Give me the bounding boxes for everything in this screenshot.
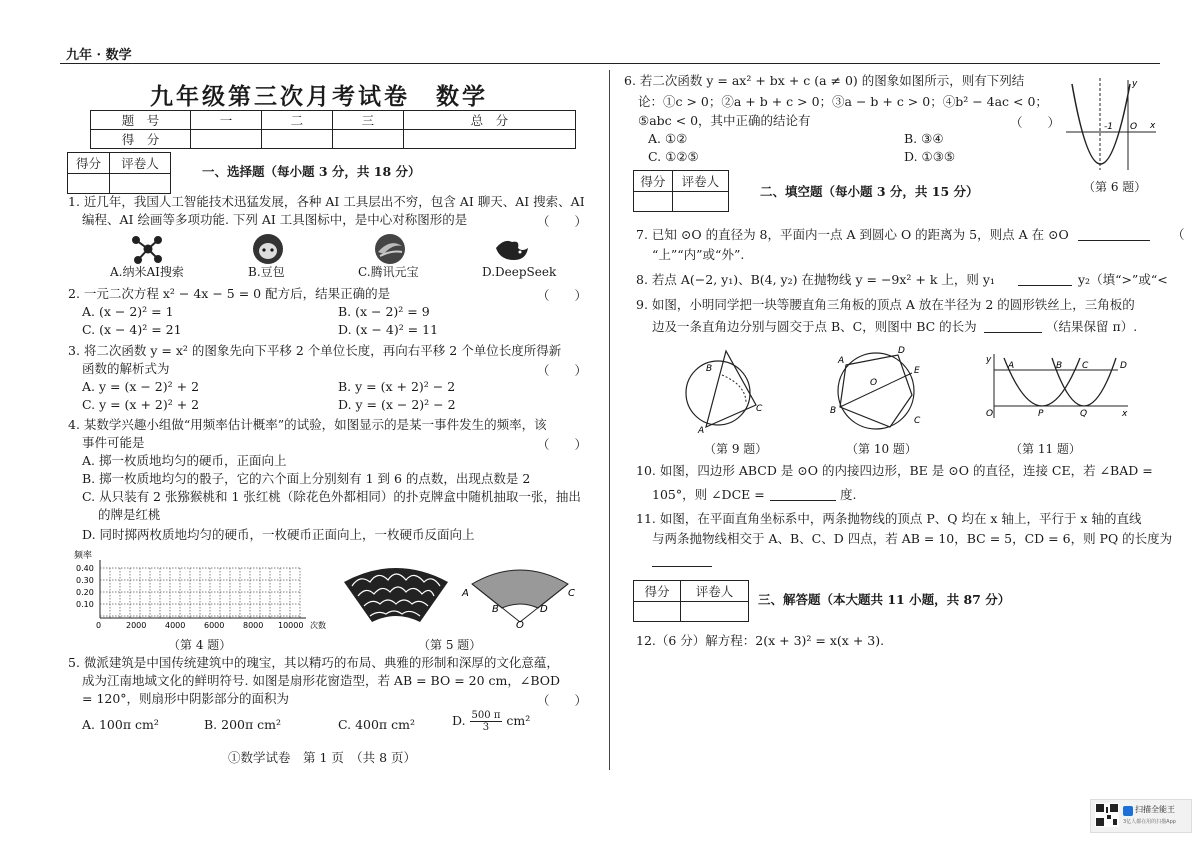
q3-line1: 3. 将二次函数 y = x² 的图象先向下平移 2 个单位长度，再向右平移 2 个单位长度所得新 xyxy=(68,343,562,358)
q5-option-d-denominator: 3 xyxy=(482,722,490,733)
q10-answer-blank[interactable] xyxy=(770,500,836,501)
q10-tail: 度. xyxy=(840,487,857,502)
score-table-value-row xyxy=(91,130,576,149)
fig10-label: C xyxy=(914,416,921,426)
q11-line1: 11. 如图，在平面直角坐标系中，两条抛物线的顶点 P、Q 均在 x 轴上，平行于 x 轴的直线 xyxy=(636,511,1142,526)
fig11-caption: （第 11 题） xyxy=(1010,442,1081,456)
q4-line2: 事件可能是 xyxy=(82,435,145,450)
grader-score-label: 得分 xyxy=(634,581,681,602)
q8-answer-blank[interactable] xyxy=(1018,285,1072,286)
q5-line2: 成为江南地域文化的鲜明符号. 如图是扇形花窗造型，若 AB = BO = 20 cm，∠BOD xyxy=(82,673,561,688)
fig11-parabola-p xyxy=(1004,358,1080,406)
fig6-label: -1 xyxy=(1104,122,1113,132)
q5-option-d-numerator: 500 π xyxy=(471,710,501,721)
q1-line2: 编程、AI 绘画等多项功能. 下列 AI 工具图标中，是中心对称图形的是 xyxy=(82,212,468,227)
q2-option-d: D. (x − 4)² = 11 xyxy=(338,322,439,337)
q3-option-d: D. y = (x − 2)² − 2 xyxy=(338,397,456,412)
column-divider xyxy=(609,70,610,770)
fig5-label: A xyxy=(462,588,469,599)
fig11-label: y xyxy=(986,355,992,365)
q4-option-c-line1: C. 从只装有 2 张猕猴桃和 1 张红桃（除花色外都相同）的扑克牌盒中随机抽取一张，抽出 xyxy=(82,489,581,504)
q1-option-a: A.纳米AI搜索 xyxy=(110,265,184,279)
q2-stem: 2. 一元二次方程 x² − 4x − 5 = 0 配方后，结果正确的是 xyxy=(68,286,391,301)
q5-answer-paren: （ ） xyxy=(537,693,588,708)
fig10-label: E xyxy=(914,366,920,376)
fig4-xlabel: 次数 xyxy=(310,621,326,630)
q5-option-b: B. 200π cm² xyxy=(204,717,282,732)
fig9-circle xyxy=(686,361,750,425)
nano-ai-icon xyxy=(128,234,164,264)
fig5-label: O xyxy=(516,620,524,630)
q5-option-a: A. 100π cm² xyxy=(82,717,159,732)
q1-line1: 1. 近几年，我国人工智能技术迅猛发展，各种 AI 工具层出不穷，包含 AI 聊天、AI 搜索、AI xyxy=(68,194,585,209)
section2-title: 二、填空题（每小题 3 分，共 15 分） xyxy=(760,184,979,199)
q4-option-d: D. 同时掷两枚质地均匀的硬币，一枚硬币正面向上，一枚硬币反面向上 xyxy=(82,527,475,542)
fig9-label: A xyxy=(698,426,705,435)
q1-option-c: C.腾讯元宝 xyxy=(358,265,419,279)
fig11-label: A xyxy=(1008,361,1015,371)
score-cell: 一 xyxy=(191,111,262,130)
fig10-label: O xyxy=(870,378,878,388)
q6-answer-paren: （ ） xyxy=(1010,115,1061,130)
fig5-label: C xyxy=(568,588,575,599)
grader-label: 评卷人 xyxy=(681,581,749,602)
score-cell xyxy=(332,130,403,149)
score-cell xyxy=(191,130,262,149)
grader-score-label: 得分 xyxy=(634,171,673,192)
q10-line2: 105°，则 ∠DCE = xyxy=(652,487,765,502)
fig4-ytick: 0.40 xyxy=(76,564,94,573)
score-cell: 得 分 xyxy=(91,130,191,149)
fig6-label: x xyxy=(1150,121,1156,131)
yuanbao-icon xyxy=(372,232,408,266)
scanner-watermark xyxy=(1090,799,1192,833)
fig9-triangle xyxy=(706,351,756,427)
q6-line2: 论：①c > 0；②a + b + c > 0；③a − b + c > 0；④b² − 4ac < 0； xyxy=(638,94,1048,109)
grader-box xyxy=(633,170,729,212)
doubao-icon xyxy=(250,232,286,266)
section3-title: 三、解答题（本大题共 11 小题，共 87 分） xyxy=(758,592,1011,607)
score-cell xyxy=(403,130,575,149)
q3-option-a: A. y = (x − 2)² + 2 xyxy=(82,379,200,394)
fig6-label: y xyxy=(1132,79,1138,89)
q1-answer-paren: （ ） xyxy=(537,214,588,229)
fig11-label: P xyxy=(1038,409,1044,419)
q6-line1: 6. 若二次函数 y = ax² + bx + c (a ≠ 0) 的图象如图所示，则有下列结 xyxy=(624,73,1025,88)
q6-option-c: C. ①②⑤ xyxy=(648,149,699,164)
watermark-subtext: 3亿人都在用的扫描App xyxy=(1123,819,1176,825)
fig6-label: O xyxy=(1130,122,1138,132)
q9-answer-blank[interactable] xyxy=(984,332,1042,333)
fig10-label: B xyxy=(830,406,837,416)
q12-text: 12.（6 分）解方程：2(x + 3)² = x(x + 3). xyxy=(636,633,885,648)
q4-option-b: B. 掷一枚质地均匀的骰子，它的六个面上分别刻有 1 到 6 的点数，出现点数是 2 xyxy=(82,471,531,486)
q6-option-d: D. ①③⑤ xyxy=(904,149,956,164)
fig10-inscribed-quad xyxy=(826,345,926,435)
header-rule xyxy=(60,63,1160,64)
q5-line1: 5. 微派建筑是中国传统建筑中的瑰宝，其以精巧的布局、典雅的形制和深厚的文化意蕴， xyxy=(68,655,559,670)
fig11-label: D xyxy=(1120,361,1127,371)
fig4-frequency-chart xyxy=(68,546,343,632)
q5-option-d-unit: cm² xyxy=(506,713,531,728)
score-table-header-row xyxy=(91,111,576,130)
grader-label: 评卷人 xyxy=(672,171,728,192)
score-cell: 二 xyxy=(261,111,332,130)
fig5-shaded-region xyxy=(472,570,568,608)
q9-line1: 9. 如图，小明同学把一块等腰直角三角板的顶点 A 放在半径为 2 的圆形铁丝上，三角板的 xyxy=(636,297,1135,312)
fig4-xtick: 4000 xyxy=(165,621,186,630)
fig4-xtick: 10000 xyxy=(278,621,304,630)
q10-line1: 10. 如图，四边形 ABCD 是 ⊙O 的内接四边形，BE 是 ⊙O 的直径，连接 CE，若 ∠BAD = xyxy=(636,463,1153,478)
deepseek-icon xyxy=(492,234,532,264)
q7-line2: “上”“内”或“外”. xyxy=(652,247,745,262)
score-table xyxy=(90,110,576,149)
fig11-label: C xyxy=(1082,361,1089,371)
fig11-label: O xyxy=(986,409,994,419)
fig4-xtick: 2000 xyxy=(126,621,147,630)
q3-option-b: B. y = (x + 2)² − 2 xyxy=(338,379,456,394)
fig9-circle-triangle xyxy=(676,345,776,435)
q2-option-a: A. (x − 2)² = 1 xyxy=(82,304,174,319)
grader-box xyxy=(67,152,171,194)
camscanner-logo-icon xyxy=(1123,806,1133,816)
watermark-text: 扫描全能王 xyxy=(1135,805,1175,814)
q7-line1-tail: （ xyxy=(1172,227,1185,242)
grader-box xyxy=(633,580,749,622)
q5-line3: = 120°，则扇形中阴影部分的面积为 xyxy=(82,691,290,706)
score-cell: 三 xyxy=(332,111,403,130)
fig11-label: x xyxy=(1122,409,1128,419)
score-cell: 题 号 xyxy=(91,111,191,130)
q4-option-a: A. 掷一枚质地均匀的硬币，正面向上 xyxy=(82,453,287,468)
grader-score-label: 得分 xyxy=(68,153,110,174)
q7-line1: 7. 已知 ⊙O 的直径为 8，平面内一点 A 到圆心 O 的距离为 5，则点 A 在 ⊙O xyxy=(636,227,1069,242)
q9-line2: 边及一条直角边分别与圆交于点 B、C，则图中 BC 的长为 xyxy=(652,319,977,334)
fig11-two-parabolas xyxy=(982,352,1132,422)
q8-tail: y₂（填“>”或“< xyxy=(1078,272,1168,287)
fig6-parabola xyxy=(1062,74,1158,174)
fig9-label: C xyxy=(756,404,763,414)
fig5-caption: （第 5 题） xyxy=(418,638,482,652)
page-title: 九年级第三次月考试卷 数学 xyxy=(150,83,488,110)
fig6-caption: （第 6 题） xyxy=(1083,180,1147,194)
grader-label: 评卷人 xyxy=(110,153,171,174)
q6-line3: ⑤abc < 0，其中正确的结论有 xyxy=(638,113,811,128)
fig5-fan-window xyxy=(336,560,456,630)
q4-line1: 4. 某数学兴趣小组做“用频率估计概率”的试验，如图显示的是某一事件发生的频率，该 xyxy=(68,417,547,432)
q1-option-d: D.DeepSeek xyxy=(482,265,557,279)
fig4-caption: （第 4 题） xyxy=(168,638,232,652)
q6-option-a: A. ①② xyxy=(648,131,688,146)
q2-option-c: C. (x − 4)² = 21 xyxy=(82,322,182,337)
fig4-ylabel: 频率 xyxy=(74,551,93,561)
fig4-xtick: 6000 xyxy=(204,621,225,630)
fig10-label: D xyxy=(898,346,905,356)
fig4-ytick: 0.20 xyxy=(76,588,94,597)
fig9-label: B xyxy=(706,364,713,374)
q2-answer-paren: （ ） xyxy=(537,288,588,303)
q4-answer-paren: （ ） xyxy=(537,437,588,452)
fig4-ytick: 0.30 xyxy=(76,576,94,585)
q2-option-b: B. (x − 2)² = 9 xyxy=(338,304,430,319)
q4-option-c-line2: 的牌是红桃 xyxy=(98,507,161,522)
fig4-ytick: 0.10 xyxy=(76,600,94,609)
fig10-polygon xyxy=(840,355,912,427)
q3-option-c: C. y = (x + 2)² + 2 xyxy=(82,397,200,412)
header-subject: 九年 · 数学 xyxy=(66,48,132,63)
fig5-label: D xyxy=(540,604,548,615)
fig4-xtick: 0 xyxy=(96,621,102,630)
q8-line1: 8. 若点 A(−2, y₁)、B(4, y₂) 在抛物线 y = −9x² + k 上，则 y₁ xyxy=(636,272,995,287)
q7-answer-blank[interactable] xyxy=(1078,240,1150,241)
score-cell xyxy=(261,130,332,149)
q9-tail: （结果保留 π）. xyxy=(1046,319,1138,334)
q11-answer-blank[interactable] xyxy=(652,566,712,567)
q5-option-c: C. 400π cm² xyxy=(338,717,415,732)
q11-line2: 与两条抛物线相交于 A、B、C、D 四点，若 AB = 10，BC = 5，CD = 6，则 PQ 的长度为 xyxy=(652,531,1173,546)
q3-answer-paren: （ ） xyxy=(537,363,588,378)
fig11-label: Q xyxy=(1080,409,1088,419)
fig5-sector-diagram xyxy=(460,560,580,630)
fig10-caption: （第 10 题） xyxy=(846,442,917,456)
q5-option-d-prefix: D. xyxy=(452,713,466,728)
section1-title: 一、选择题（每小题 3 分，共 18 分） xyxy=(202,164,421,179)
fig5-label: B xyxy=(492,604,499,615)
qr-code-icon xyxy=(1095,803,1119,827)
q5-option-d xyxy=(452,710,530,733)
fig6-curve xyxy=(1072,84,1130,164)
fig11-label: B xyxy=(1056,361,1063,371)
q6-option-b: B. ③④ xyxy=(904,131,944,146)
score-cell: 总 分 xyxy=(403,111,575,130)
fig4-xtick: 8000 xyxy=(243,621,264,630)
q1-option-b: B.豆包 xyxy=(248,265,285,279)
page-footer: ①数学试卷 第 1 页 （共 8 页） xyxy=(228,750,417,765)
q3-line2: 函数的解析式为 xyxy=(82,361,170,376)
fig9-caption: （第 9 题） xyxy=(704,442,768,456)
fig10-label: A xyxy=(838,356,845,366)
